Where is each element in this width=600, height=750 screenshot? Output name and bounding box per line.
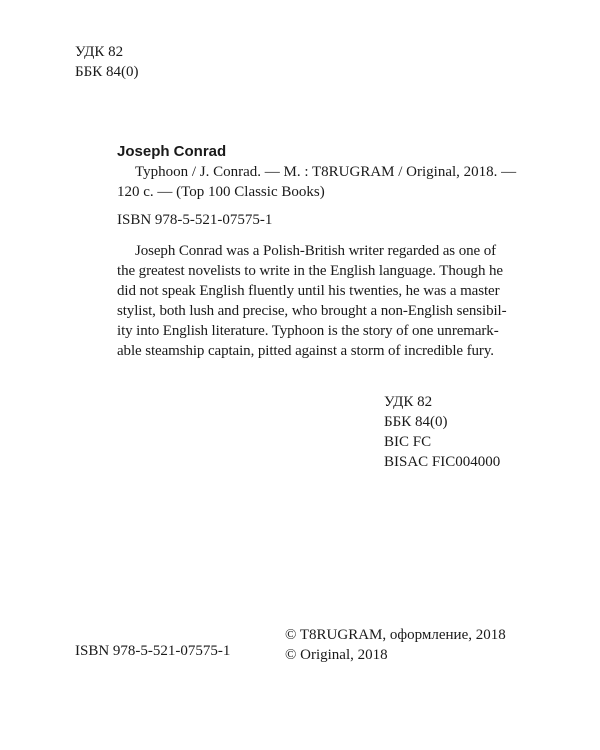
copyright-notice [285,625,506,665]
abstract-line: stylist, both lush and precise, who brought a non-English sensibil- [117,303,507,319]
abstract-line: the greatest novelists to write in the English language. Though he [117,263,503,279]
bibliographic-description-cont [117,182,325,202]
bibliographic-record [117,142,226,162]
author-name: Joseph Conrad [117,143,227,160]
classification-line: ББК 84(0) [384,414,448,430]
classification-line: УДК 82 [384,394,433,410]
bibliographic-line: 120 с. — (Top 100 Classic Books) [117,184,325,200]
abstract-line: did not speak English fluently until his twenties, he was a master [117,283,500,299]
bibliographic-description [135,162,516,182]
abstract-line: ity into English literature. Typhoon is the story of one unremark- [117,323,499,339]
abstract-line: able steamship captain, pitted against a storm of incredible fury. [117,343,494,359]
bbk-code: ББК 84(0) [75,64,139,80]
copyright-line: © T8RUGRAM, оформление, 2018 [285,627,506,643]
footer-isbn: ISBN 978-5-521-07575-1 [75,643,231,659]
copyright-line: © Original, 2018 [285,647,388,663]
abstract [117,241,507,361]
isbn: ISBN 978-5-521-07575-1 [117,212,273,228]
classification-line: BISAC FIC004000 [384,454,501,470]
abstract-line: Joseph Conrad was a Polish-British writer regarded as one of [135,243,497,259]
bibliographic-line: Typhoon / J. Conrad. — M. : T8RUGRAM / Original, 2018. — [135,164,517,180]
right-classification [384,392,500,472]
udk-code: УДК 82 [75,44,124,60]
top-classification [75,42,138,82]
classification-line: BIC FC [384,434,432,450]
